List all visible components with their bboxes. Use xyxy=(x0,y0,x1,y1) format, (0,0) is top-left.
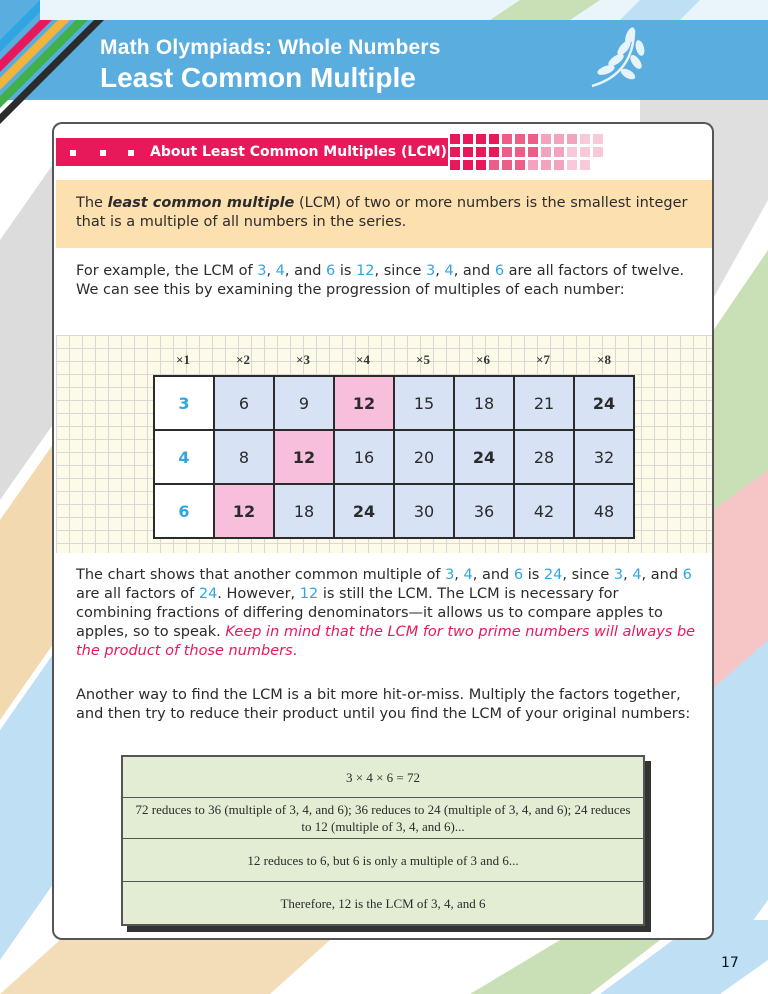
number-run: 12 xyxy=(299,586,319,602)
number-run: 4 xyxy=(275,263,285,279)
another-way-paragraph: Another way to find the LCM is a bit more hit-or-miss. Multiply the factors together, and then try to reduce their product until you find the LCM of your original numbers: xyxy=(76,687,691,722)
bullet-square-icon xyxy=(100,150,106,156)
column-header: ×2 xyxy=(236,352,250,367)
text-run: , xyxy=(623,567,633,583)
table-cell: 24 xyxy=(453,429,513,483)
number-run: 24 xyxy=(198,586,218,602)
table-cell: 6 xyxy=(213,375,273,429)
table-cell: 24 xyxy=(573,375,635,429)
header-subtitle: Math Olympiads: Whole Numbers xyxy=(100,36,441,59)
chart-explanation-paragraph xyxy=(76,566,696,661)
text-run: . However, xyxy=(217,586,300,602)
section-header xyxy=(56,138,448,166)
definition-term: least common multiple xyxy=(107,195,295,211)
text-run: , and xyxy=(284,263,327,279)
table-cell: 9 xyxy=(273,375,333,429)
section-title: About Least Common Multiples (LCM) xyxy=(150,144,447,160)
table-cell: 24 xyxy=(333,483,393,539)
multiples-table xyxy=(153,345,635,539)
text-run: is xyxy=(523,567,544,583)
bullet-square-icon xyxy=(70,150,76,156)
text-run: , and xyxy=(472,567,514,583)
column-header: ×3 xyxy=(296,352,310,367)
column-header: ×7 xyxy=(536,352,550,367)
table-cell: 32 xyxy=(573,429,635,483)
text-run: , and xyxy=(641,567,683,583)
step-row: 12 reduces to 6, but 6 is only a multiple of 3 and 6... xyxy=(123,839,643,882)
table-cell: 8 xyxy=(213,429,273,483)
number-run: 6 xyxy=(513,567,524,583)
step-row: 72 reduces to 36 (multiple of 3, 4, and 6); 36 reduces to 24 (multiple of 3, 4, and 6); 24 reduces to 12 (multiple of 3, 4, and 6)... xyxy=(123,798,643,839)
text-run: , xyxy=(435,263,445,279)
table-cell: 30 xyxy=(393,483,453,539)
column-header: ×8 xyxy=(597,352,611,367)
number-run: 24 xyxy=(543,567,563,583)
table-cell: 6 xyxy=(153,483,213,539)
table-cell: 12 xyxy=(273,429,333,483)
text-run: , xyxy=(266,263,276,279)
table-row xyxy=(153,483,635,539)
number-run: 3 xyxy=(257,263,267,279)
column-header: ×5 xyxy=(416,352,430,367)
table-cell: 42 xyxy=(513,483,573,539)
number-run: 4 xyxy=(632,567,642,583)
number-run: 6 xyxy=(494,263,505,279)
step-row: 3 × 4 × 6 = 72 xyxy=(123,757,643,798)
number-run: 6 xyxy=(682,567,692,583)
header-title: Least Common Multiple xyxy=(100,62,416,93)
table-cell: 20 xyxy=(393,429,453,483)
pixel-squares-decoration xyxy=(450,134,610,170)
number-run: 3 xyxy=(445,567,455,583)
bullet-square-icon xyxy=(128,150,134,156)
table-cell: 36 xyxy=(453,483,513,539)
text-run: . xyxy=(292,643,298,659)
text-run: is xyxy=(335,263,357,279)
text-run: The chart shows that another common multiple of xyxy=(76,567,446,583)
lcm-steps-box xyxy=(121,755,645,926)
text-run: is still the LCM. The LCM is necessary for combining fractions of differing denominators—it allows us to compare apples to apples, so to speak. xyxy=(76,586,663,640)
column-header: ×4 xyxy=(356,352,370,367)
table-cell: 18 xyxy=(273,483,333,539)
definition-text xyxy=(76,194,692,232)
definition-box xyxy=(56,180,712,248)
text-run: For example, the LCM of xyxy=(76,263,258,279)
laurel-icon xyxy=(572,22,652,92)
table-cell: 48 xyxy=(573,483,635,539)
number-run: 12 xyxy=(356,263,375,279)
column-header: ×6 xyxy=(476,352,490,367)
table-cell: 4 xyxy=(153,429,213,483)
page-number: 17 xyxy=(721,955,739,971)
step-row: Therefore, 12 is the LCM of 3, 4, and 6 xyxy=(280,895,486,911)
text-run: , and xyxy=(453,263,495,279)
number-run: 3 xyxy=(613,567,624,583)
number-run: 4 xyxy=(463,567,473,583)
table-cell: 12 xyxy=(213,483,273,539)
page-header xyxy=(100,36,560,94)
number-run: 6 xyxy=(326,263,336,279)
column-header: ×1 xyxy=(176,352,190,367)
number-run: 4 xyxy=(444,263,454,279)
table-cell: 15 xyxy=(393,375,453,429)
highlighted-note: Keep in mind that the LCM for two prime numbers will always be the product of those numbers xyxy=(76,624,696,659)
table-row xyxy=(153,429,635,483)
text-run: , xyxy=(454,567,464,583)
text-run: , since xyxy=(562,567,614,583)
table-cell: 28 xyxy=(513,429,573,483)
table-cell: 21 xyxy=(513,375,573,429)
table-cell: 18 xyxy=(453,375,513,429)
multiples-header-row xyxy=(153,345,635,375)
text-run: are all factors of xyxy=(76,586,199,602)
table-cell: 12 xyxy=(333,375,393,429)
number-run: 3 xyxy=(426,263,436,279)
table-cell: 3 xyxy=(153,375,213,429)
text-run: are all factors of twelve. We can see this by examining the progression of multiples of each number: xyxy=(76,263,685,298)
text-run: , since xyxy=(374,263,427,279)
definition-pre: The xyxy=(76,195,108,211)
definition-post: (LCM) of two or more numbers is the smallest integer that is a multiple of all numbers in the series. xyxy=(76,195,688,230)
table-row xyxy=(153,375,635,429)
table-cell: 16 xyxy=(333,429,393,483)
example-paragraph xyxy=(76,262,696,300)
